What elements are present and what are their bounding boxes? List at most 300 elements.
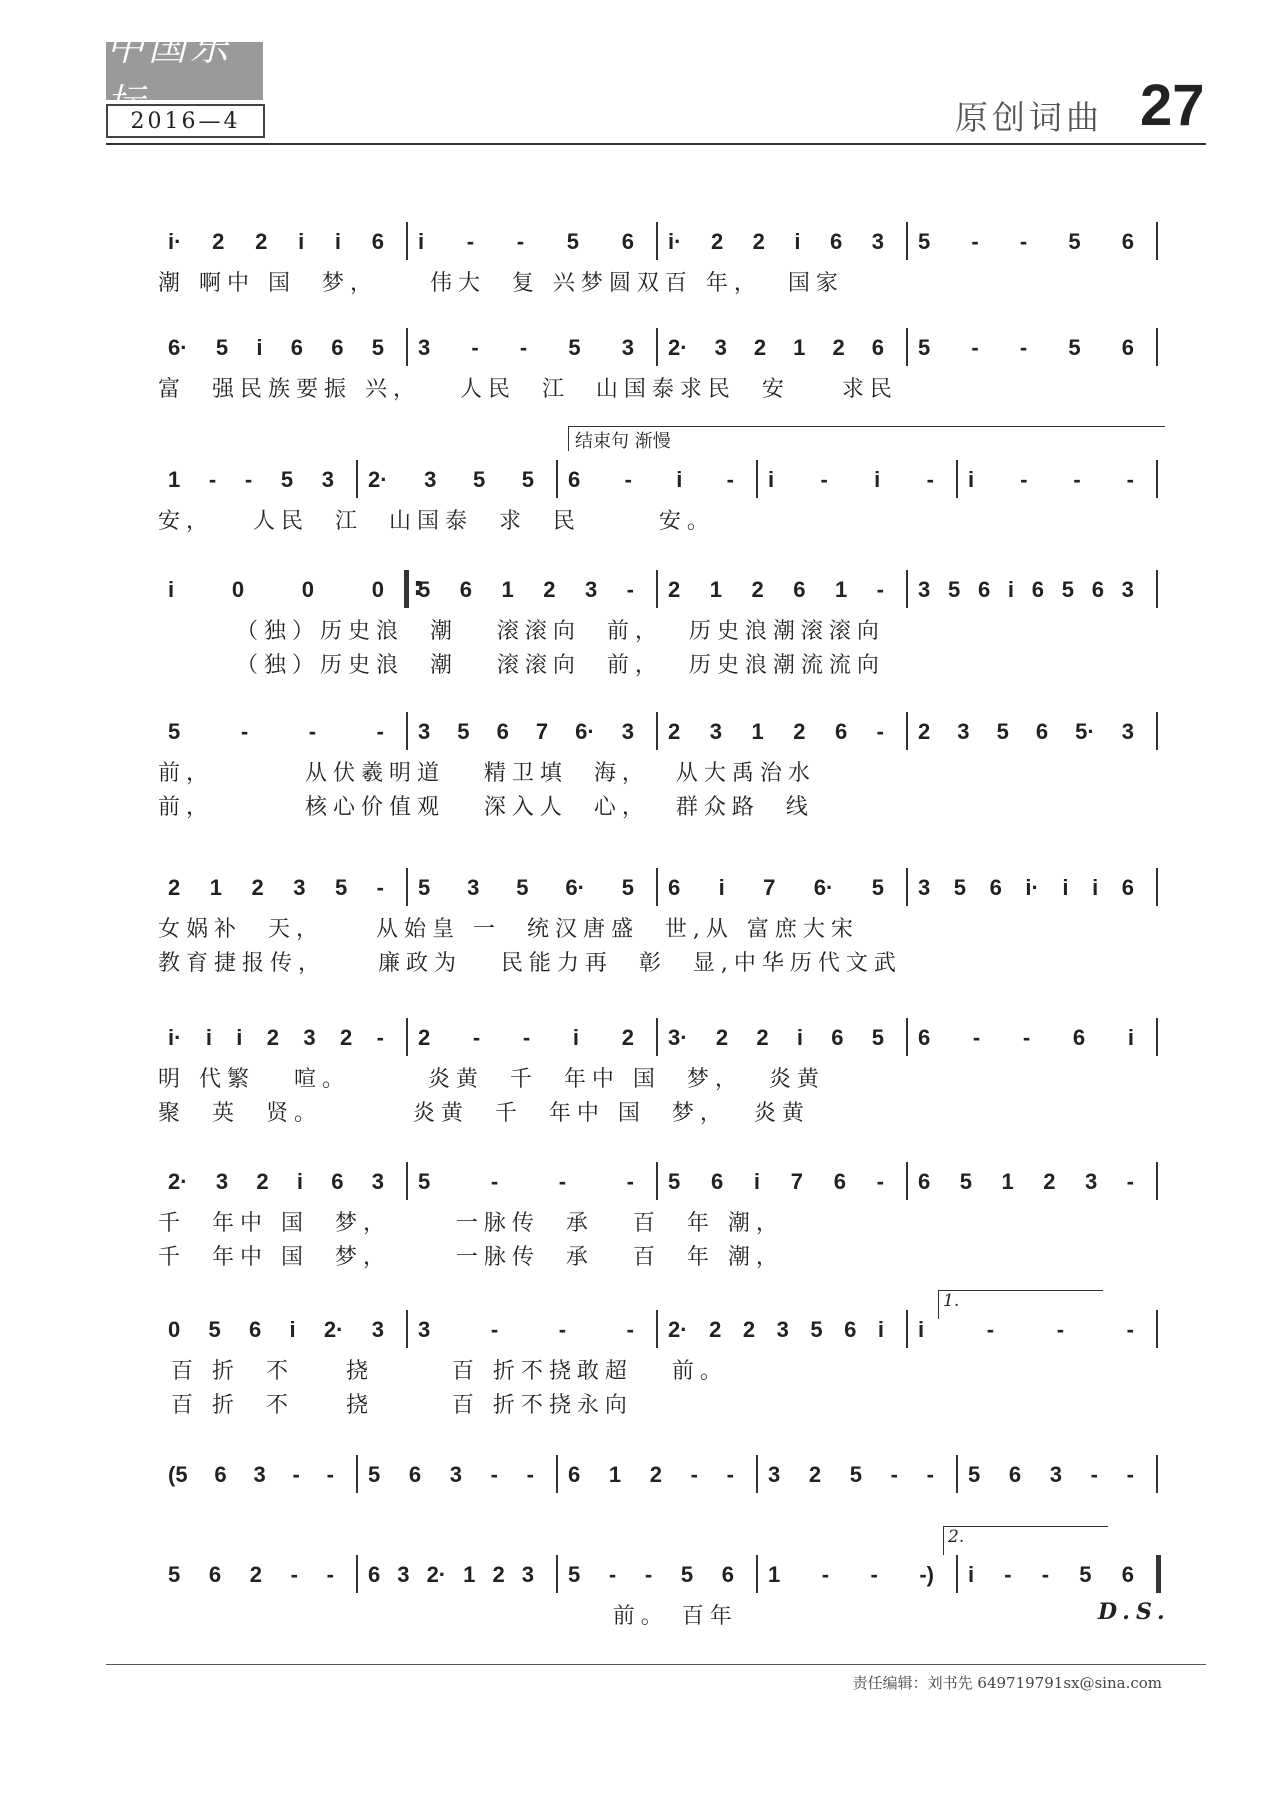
measure bbox=[968, 464, 1148, 496]
note: 2 bbox=[255, 229, 268, 254]
note: - bbox=[208, 467, 217, 492]
measure bbox=[368, 464, 548, 496]
note: - bbox=[326, 1462, 334, 1487]
measure bbox=[668, 872, 898, 904]
note: 5 bbox=[472, 467, 486, 492]
note: - bbox=[626, 1169, 634, 1194]
note: 2 bbox=[266, 1025, 280, 1050]
barline bbox=[656, 222, 658, 260]
note: i bbox=[1092, 875, 1099, 900]
measure bbox=[668, 332, 898, 364]
note: i bbox=[168, 577, 175, 602]
note: 6 bbox=[368, 1562, 381, 1587]
note: 5 bbox=[918, 229, 931, 254]
measure bbox=[768, 1559, 948, 1591]
note: - bbox=[290, 1562, 298, 1587]
lyric-line: 千 年中 国 梦， 一脉传 承 百 年 潮， bbox=[158, 1245, 784, 1270]
note: - bbox=[376, 719, 384, 744]
note: 3 bbox=[1121, 719, 1134, 744]
note: - bbox=[876, 719, 884, 744]
barline bbox=[906, 1162, 908, 1200]
measure bbox=[418, 1166, 648, 1198]
barline bbox=[656, 1310, 658, 1348]
note: - bbox=[644, 1562, 653, 1587]
note: 2 bbox=[492, 1562, 505, 1587]
note: - bbox=[472, 1025, 481, 1050]
note: 2 bbox=[709, 1317, 722, 1342]
lyric-line: 前， 核心价值观 深入人 心， 群众路 线 bbox=[158, 795, 814, 820]
note: 6 bbox=[568, 1462, 581, 1487]
notation-row bbox=[158, 868, 1158, 908]
header-divider bbox=[106, 143, 1206, 145]
note: - bbox=[870, 1562, 878, 1587]
note: 5 bbox=[1079, 1562, 1092, 1587]
note: 1 bbox=[1001, 1169, 1014, 1194]
note: 2· bbox=[668, 1317, 688, 1342]
note: - bbox=[490, 1317, 499, 1342]
note: 3 bbox=[776, 1317, 789, 1342]
note: 6 bbox=[793, 577, 806, 602]
note: 3 bbox=[371, 1169, 384, 1194]
note: 6 bbox=[621, 229, 634, 254]
note: i bbox=[877, 1317, 884, 1342]
note: 6 bbox=[1121, 229, 1134, 254]
note: 3· bbox=[668, 1025, 688, 1050]
barline bbox=[956, 1555, 958, 1593]
note: 5 bbox=[996, 719, 1009, 744]
note: 2 bbox=[168, 875, 181, 900]
note: - bbox=[1056, 1317, 1065, 1342]
note: - bbox=[1090, 1462, 1098, 1487]
measure bbox=[368, 1459, 548, 1491]
note: - bbox=[971, 229, 979, 254]
score-system bbox=[158, 1162, 1158, 1280]
note: 3 bbox=[418, 719, 431, 744]
note: 2 bbox=[756, 1025, 769, 1050]
note: 3 bbox=[621, 719, 634, 744]
measure bbox=[168, 716, 398, 748]
note: 5 bbox=[566, 229, 580, 254]
barline bbox=[656, 570, 658, 608]
note: 5 bbox=[418, 577, 431, 602]
lyric-line: 女娲补 天， 从始皇 一 统汉唐盛 世,从 富庶大宋 bbox=[158, 917, 859, 942]
note: 5 bbox=[168, 719, 181, 744]
note: 3 bbox=[768, 1462, 781, 1487]
note: 3 bbox=[215, 1169, 229, 1194]
measure bbox=[418, 1022, 648, 1054]
note: - bbox=[558, 1169, 567, 1194]
note: 6 bbox=[1121, 1562, 1134, 1587]
note: 5 bbox=[621, 875, 634, 900]
lyric-line: 聚 英 贤。 炎黄 千 年中 国 梦， 炎黄 bbox=[158, 1101, 810, 1126]
note: 5 bbox=[418, 1169, 431, 1194]
note: i· bbox=[668, 229, 682, 254]
barline bbox=[406, 1162, 408, 1200]
ending-annotation: 结束句 渐慢 bbox=[568, 426, 1165, 451]
note: - bbox=[1073, 467, 1081, 492]
note: i bbox=[1062, 875, 1069, 900]
note: 2 bbox=[751, 577, 764, 602]
note: 1 bbox=[751, 719, 764, 744]
measure bbox=[918, 226, 1148, 258]
note: i bbox=[256, 335, 263, 360]
barline bbox=[906, 222, 908, 260]
measure bbox=[168, 1022, 398, 1054]
note: 5 bbox=[1061, 577, 1074, 602]
notation-row bbox=[158, 1455, 1158, 1495]
note: 2 bbox=[340, 1025, 353, 1050]
note: 3 bbox=[918, 875, 931, 900]
note: - bbox=[890, 1462, 898, 1487]
barline bbox=[1156, 1018, 1158, 1056]
barline bbox=[556, 1555, 558, 1593]
note: 1 bbox=[834, 577, 848, 602]
note: 5 bbox=[953, 875, 967, 900]
notation-row bbox=[158, 1162, 1158, 1202]
note: - bbox=[726, 1462, 734, 1487]
note: i· bbox=[168, 229, 182, 254]
barline bbox=[406, 222, 408, 260]
note: 3 bbox=[371, 1317, 384, 1342]
lyric-line: 富 强民族要振 兴， 人民 江 山国泰求民 安 求民 bbox=[158, 377, 898, 402]
note: 5 bbox=[168, 1562, 181, 1587]
barline bbox=[556, 1455, 558, 1493]
lyric-line: 百 折 不 挠 百 折不挠永向 bbox=[158, 1393, 633, 1418]
note: 2 bbox=[918, 719, 931, 744]
lyric-line: 安， 人民 江 山国泰 求 民 安。 bbox=[158, 509, 715, 534]
barline bbox=[956, 1455, 958, 1493]
note: 5 bbox=[280, 467, 294, 492]
note: i bbox=[968, 467, 975, 492]
note: - bbox=[626, 577, 634, 602]
measure bbox=[418, 574, 648, 606]
note: 5 bbox=[215, 335, 229, 360]
note: 6 bbox=[568, 467, 581, 492]
note: - bbox=[690, 1462, 698, 1487]
note: 5 bbox=[334, 875, 348, 900]
note: - bbox=[1022, 1025, 1031, 1050]
note: 5 bbox=[871, 1025, 884, 1050]
measure bbox=[968, 1559, 1148, 1591]
note: 2 bbox=[1043, 1169, 1056, 1194]
note: 5 bbox=[371, 335, 384, 360]
note: - bbox=[1126, 1169, 1134, 1194]
note: 6 bbox=[459, 577, 472, 602]
note: 0 bbox=[371, 577, 384, 602]
lyric-line: （独）历史浪 潮 滚滚向 前， 历史浪潮滚滚向 bbox=[158, 619, 885, 644]
barline bbox=[656, 868, 658, 906]
note: - bbox=[240, 719, 249, 744]
note: 3 bbox=[424, 467, 437, 492]
footer-divider bbox=[106, 1664, 1206, 1665]
note: - bbox=[876, 1169, 884, 1194]
note: 6 bbox=[408, 1462, 422, 1487]
note: 5 bbox=[668, 1169, 681, 1194]
note: -) bbox=[919, 1562, 934, 1587]
note: 3 bbox=[449, 1462, 463, 1487]
measure bbox=[168, 226, 398, 258]
note: 6 bbox=[214, 1462, 227, 1487]
notation-row bbox=[158, 328, 1158, 368]
note: 1 bbox=[463, 1562, 476, 1587]
measure bbox=[668, 574, 898, 606]
note: - bbox=[926, 467, 934, 492]
note: - bbox=[1126, 467, 1134, 492]
volta-first-ending: 1. bbox=[938, 1290, 1103, 1319]
note: 2 bbox=[212, 229, 225, 254]
measure bbox=[668, 1314, 898, 1346]
barline bbox=[406, 712, 408, 750]
measure bbox=[168, 1166, 398, 1198]
note: i bbox=[418, 229, 425, 254]
note: 3 bbox=[918, 577, 931, 602]
note: - bbox=[376, 875, 384, 900]
note: - bbox=[292, 1462, 300, 1487]
score-system bbox=[158, 570, 1158, 688]
note: i bbox=[334, 229, 342, 254]
note: - bbox=[971, 335, 979, 360]
note: 7 bbox=[535, 719, 549, 744]
measure bbox=[668, 226, 898, 258]
note: - bbox=[1126, 1317, 1134, 1342]
note: 2 bbox=[256, 1169, 269, 1194]
note: 5 bbox=[680, 1562, 694, 1587]
measure bbox=[168, 1459, 348, 1491]
magazine-logo: 中国乐坛 bbox=[106, 42, 263, 100]
note: 6 bbox=[1035, 719, 1049, 744]
barline bbox=[1156, 328, 1158, 366]
note: - bbox=[471, 335, 479, 360]
note: 2· bbox=[323, 1317, 344, 1342]
note: - bbox=[516, 229, 525, 254]
note: - bbox=[1004, 1562, 1012, 1587]
note: i bbox=[918, 1317, 925, 1342]
note: i bbox=[296, 1169, 303, 1194]
barline bbox=[1156, 1162, 1158, 1200]
score-system bbox=[158, 328, 1158, 412]
barline bbox=[1156, 460, 1158, 498]
note: - bbox=[1019, 335, 1028, 360]
note: i bbox=[753, 1169, 761, 1194]
note: 1 bbox=[168, 467, 181, 492]
note: 1 bbox=[501, 577, 514, 602]
measure bbox=[768, 1459, 948, 1491]
note: 2 bbox=[668, 577, 681, 602]
note: 5 bbox=[918, 335, 931, 360]
note: 2 bbox=[793, 719, 806, 744]
note: 2 bbox=[752, 229, 765, 254]
note: - bbox=[1041, 1562, 1050, 1587]
measure bbox=[168, 464, 348, 496]
note: 6 bbox=[496, 719, 509, 744]
barline bbox=[1156, 1455, 1158, 1493]
lyric-line: 明 代繁 喧。 炎黄 千 年中 国 梦， 炎黄 bbox=[158, 1067, 825, 1092]
barline bbox=[756, 460, 758, 498]
note: 2· bbox=[368, 467, 388, 492]
note: 3 bbox=[957, 719, 970, 744]
notation-row bbox=[158, 1018, 1158, 1058]
note: 2 bbox=[649, 1462, 663, 1487]
barline bbox=[906, 1018, 908, 1056]
note: 3 bbox=[418, 335, 431, 360]
note: 3 bbox=[293, 875, 306, 900]
note: 6 bbox=[1072, 1025, 1086, 1050]
note: 3 bbox=[321, 467, 334, 492]
notation-row bbox=[158, 1555, 1158, 1595]
note: - bbox=[1020, 467, 1028, 492]
note: 6· bbox=[565, 875, 585, 900]
note: 5 bbox=[568, 335, 581, 360]
note: 6 bbox=[831, 1025, 844, 1050]
note: 6 bbox=[1121, 875, 1134, 900]
measure bbox=[368, 1559, 548, 1591]
barline bbox=[356, 460, 358, 498]
note: 3 bbox=[714, 335, 727, 360]
note: i bbox=[205, 1025, 212, 1050]
note: 5 bbox=[1068, 335, 1081, 360]
barline bbox=[956, 460, 958, 498]
measure bbox=[918, 1022, 1148, 1054]
note: 6 bbox=[1091, 577, 1104, 602]
barline bbox=[656, 1162, 658, 1200]
note: 2 bbox=[710, 229, 724, 254]
notation-row bbox=[158, 460, 1158, 500]
barline bbox=[906, 712, 908, 750]
measure bbox=[168, 574, 398, 606]
note: 7 bbox=[790, 1169, 803, 1194]
score-system bbox=[158, 1310, 1158, 1428]
note: 3 bbox=[584, 577, 598, 602]
note: 6 bbox=[331, 1169, 344, 1194]
section-title: 原创词曲 bbox=[955, 98, 1103, 137]
note: 5 bbox=[810, 1317, 823, 1342]
barline bbox=[906, 328, 908, 366]
notation-row bbox=[158, 570, 1158, 610]
note: 3 bbox=[621, 335, 634, 360]
note: i bbox=[1007, 577, 1015, 602]
note: 6 bbox=[918, 1025, 931, 1050]
notation-row bbox=[158, 712, 1158, 752]
note: - bbox=[326, 1562, 334, 1587]
barline bbox=[356, 1455, 358, 1493]
note: - bbox=[926, 1462, 934, 1487]
score-system bbox=[158, 460, 1158, 544]
note: 6 bbox=[833, 1169, 846, 1194]
measure bbox=[918, 332, 1148, 364]
barline bbox=[356, 1555, 358, 1593]
lyric-line: 千 年中 国 梦， 一脉传 承 百 年 潮， bbox=[158, 1211, 784, 1236]
note: 6 bbox=[844, 1317, 857, 1342]
dal-segno-marker: D.S. bbox=[1098, 1599, 1171, 1625]
lyric-line: 教育捷报传， 廉政为 民能力再 彰 显,中华历代文武 bbox=[158, 951, 902, 976]
note: - bbox=[308, 719, 317, 744]
note: - bbox=[466, 229, 475, 254]
measure bbox=[168, 872, 398, 904]
footer-editor-info: 责任编辑：刘书先 649719791sx@sina.com bbox=[852, 1674, 1162, 1692]
note: 6· bbox=[575, 719, 595, 744]
note: 0 bbox=[168, 1317, 181, 1342]
note: 7 bbox=[763, 875, 776, 900]
note: 1 bbox=[209, 875, 222, 900]
note: 6 bbox=[1031, 577, 1044, 602]
note: 3 bbox=[253, 1462, 266, 1487]
note: 3 bbox=[467, 875, 480, 900]
score-system bbox=[158, 868, 1158, 986]
note: 5 bbox=[516, 875, 529, 900]
note: 1 bbox=[709, 577, 722, 602]
note: 6 bbox=[290, 335, 303, 360]
note: 2 bbox=[715, 1025, 729, 1050]
note: 5 bbox=[368, 1462, 381, 1487]
note: 5 bbox=[947, 577, 961, 602]
barline bbox=[906, 1310, 908, 1348]
barline bbox=[756, 1455, 758, 1493]
measure bbox=[418, 1314, 648, 1346]
note: 2· bbox=[168, 1169, 188, 1194]
note: - bbox=[1019, 229, 1028, 254]
note: 2 bbox=[668, 719, 681, 744]
note: 1 bbox=[608, 1462, 622, 1487]
note: 1 bbox=[768, 1562, 781, 1587]
score-system bbox=[158, 1555, 1171, 1639]
barline bbox=[656, 1018, 658, 1056]
note: 6 bbox=[721, 1562, 734, 1587]
note: - bbox=[986, 1317, 995, 1342]
note: 2 bbox=[251, 875, 264, 900]
note: - bbox=[1126, 1462, 1134, 1487]
measure bbox=[568, 1559, 748, 1591]
note: 6· bbox=[168, 335, 188, 360]
measure bbox=[418, 872, 648, 904]
barline bbox=[406, 328, 408, 366]
note: 6 bbox=[977, 577, 991, 602]
note: 2· bbox=[426, 1562, 447, 1587]
note: 1 bbox=[793, 335, 806, 360]
barline bbox=[1156, 222, 1158, 260]
barline bbox=[906, 570, 908, 608]
note: 5 bbox=[968, 1462, 981, 1487]
note: - bbox=[726, 467, 734, 492]
measure bbox=[168, 332, 398, 364]
lyric-line: 百 折 不 挠 百 折不挠敢超 前。 bbox=[158, 1359, 728, 1384]
note: 3 bbox=[1049, 1462, 1063, 1487]
note: - bbox=[972, 1025, 981, 1050]
note: 3 bbox=[303, 1025, 316, 1050]
barline bbox=[556, 460, 558, 498]
note: 6 bbox=[871, 335, 884, 360]
note: - bbox=[376, 1025, 384, 1050]
note: 6 bbox=[1121, 335, 1134, 360]
measure bbox=[918, 1314, 1148, 1346]
measure bbox=[568, 1459, 748, 1491]
barline bbox=[1156, 1310, 1158, 1348]
note: 5 bbox=[1068, 229, 1081, 254]
note: i bbox=[718, 875, 725, 900]
note: - bbox=[490, 1169, 499, 1194]
measure bbox=[668, 1022, 898, 1054]
note: 6 bbox=[331, 335, 344, 360]
measure bbox=[918, 574, 1148, 606]
note: 5 bbox=[418, 875, 431, 900]
notation-row bbox=[158, 222, 1158, 262]
barline bbox=[1156, 570, 1158, 608]
measure bbox=[918, 1166, 1148, 1198]
measure bbox=[168, 1314, 398, 1346]
measure bbox=[418, 716, 648, 748]
note: 6 bbox=[668, 875, 681, 900]
note: - bbox=[558, 1317, 567, 1342]
note: 3 bbox=[709, 719, 722, 744]
